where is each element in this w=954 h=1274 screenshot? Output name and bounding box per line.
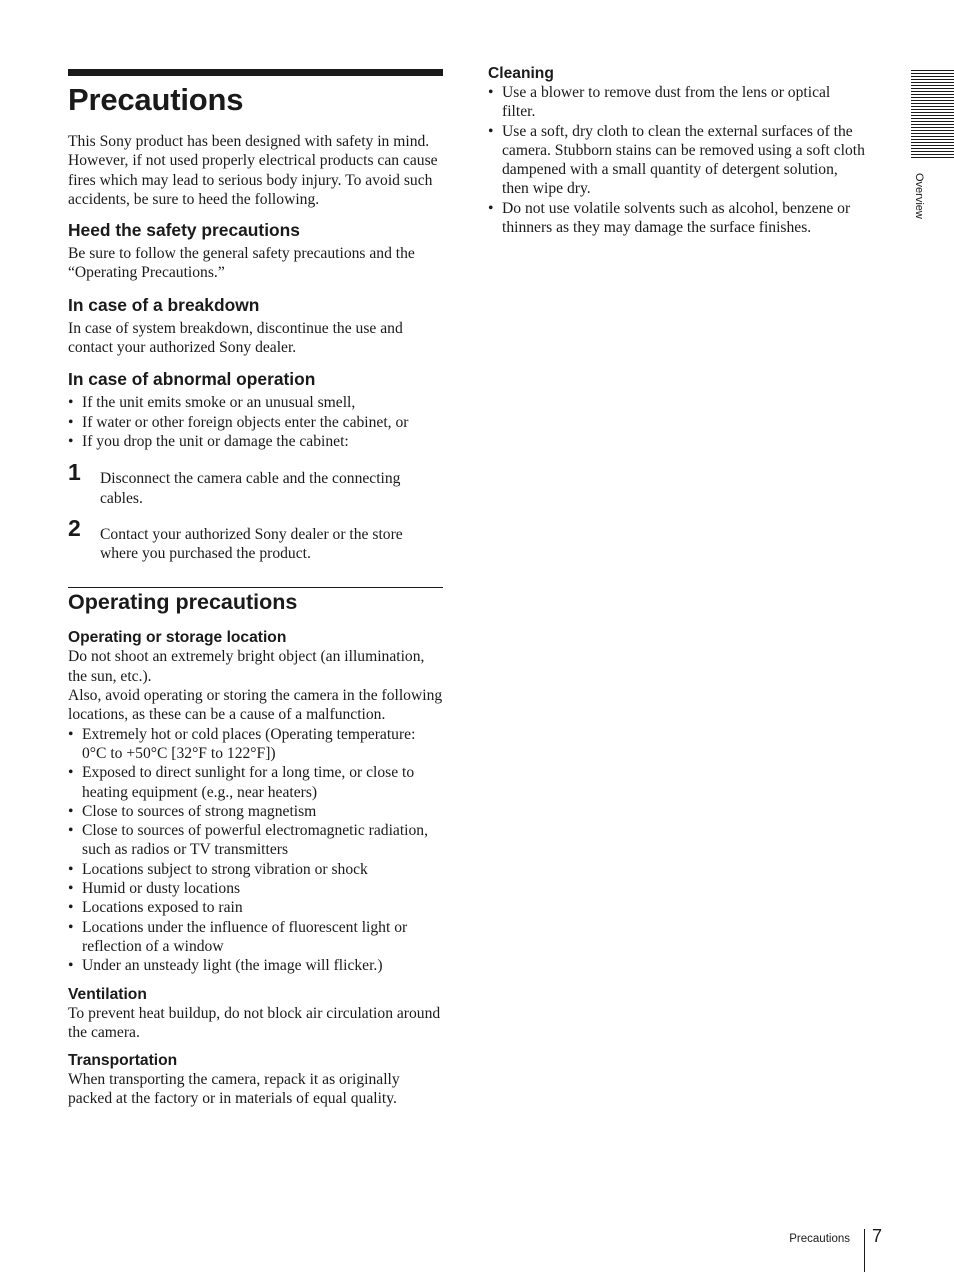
list-item: • Locations subject to strong vibration or shock <box>68 860 443 879</box>
page-number: 7 <box>872 1226 883 1246</box>
list-item: • If water or other foreign objects enter the cabinet, or <box>68 413 443 432</box>
list-item: • Use a soft, dry cloth to clean the external surfaces of the camera. Stubborn stains can be removed using a soft cloth dampened with a small quantity of detergent solution, then wipe dry. <box>488 122 866 199</box>
footer-section-label: Precautions <box>789 1233 850 1245</box>
list-item: • Exposed to direct sunlight for a long time, or close to heating equipment (e.g., near heaters) <box>68 763 443 802</box>
list-item: • Close to sources of powerful electromagnetic radiation, such as radios or TV transmitters <box>68 821 443 860</box>
list-item: • If the unit emits smoke or an unusual smell, <box>68 393 443 412</box>
list-item: • Do not use volatile solvents such as alcohol, benzene or thinners as they may damage the surface finishes. <box>488 199 866 238</box>
title-rule <box>68 69 443 76</box>
transportation-heading: Transportation <box>68 1052 178 1070</box>
abnormal-heading: In case of abnormal operation <box>68 369 316 390</box>
ventilation-paragraph: To prevent heat buildup, do not block air circulation around the camera. <box>68 1004 441 1041</box>
side-tab-label: Overview <box>913 173 925 219</box>
list-item: • Humid or dusty locations <box>68 879 443 898</box>
cleaning-list <box>488 83 866 237</box>
side-tab-stripes <box>911 70 954 160</box>
section-rule <box>68 587 443 588</box>
intro-paragraph: This Sony product has been designed with safety in mind. However, if not used properly electrical products can cause fires which may lead to serious body injury. To avoid such accidents, be sure to heed the following. <box>68 133 438 208</box>
list-item: • Extremely hot or cold places (Operating temperature: 0°C to +50°C [32°F to 122°F]) <box>68 725 443 764</box>
list-item: • Close to sources of strong magnetism <box>68 802 443 821</box>
step-text: Disconnect the camera cable and the connecting cables. <box>100 470 401 507</box>
safety-heading: Heed the safety precautions <box>68 220 300 241</box>
step-number: 1 <box>68 459 81 486</box>
cleaning-heading: Cleaning <box>488 65 554 82</box>
list-item: • Under an unsteady light (the image will flicker.) <box>68 956 443 975</box>
list-item: • Use a blower to remove dust from the lens or optical filter. <box>488 83 866 122</box>
abnormal-list <box>68 393 443 451</box>
footer-rule <box>864 1229 865 1272</box>
transportation-paragraph: When transporting the camera, repack it as originally packed at the factory or in materials of equal quality. <box>68 1071 400 1108</box>
list-item: • If you drop the unit or damage the cabinet: <box>68 432 443 451</box>
location-paragraph-2: Also, avoid operating or storing the camera in the following locations, as these can be a cause of a malfunction. <box>68 687 443 724</box>
step-number: 2 <box>68 514 81 541</box>
location-heading: Operating or storage location <box>68 629 287 647</box>
page-title: Precautions <box>68 82 244 117</box>
list-item: • Locations exposed to rain <box>68 898 443 917</box>
safety-paragraph: Be sure to follow the general safety precautions and the “Operating Precautions.” <box>68 245 415 282</box>
ventilation-heading: Ventilation <box>68 985 147 1003</box>
list-item: • Locations under the influence of fluorescent light or reflection of a window <box>68 918 443 957</box>
left-column <box>68 69 443 1109</box>
step-1 <box>68 459 443 508</box>
step-text: Contact your authorized Sony dealer or the store where you purchased the product. <box>100 525 403 563</box>
right-column <box>488 64 866 237</box>
step-2 <box>68 514 443 564</box>
breakdown-paragraph: In case of system breakdown, discontinue the use and contact your authorized Sony dealer. <box>68 319 403 357</box>
location-list <box>68 725 443 976</box>
breakdown-heading: In case of a breakdown <box>68 294 260 315</box>
location-paragraph-1: Do not shoot an extremely bright object (an illumination, the sun, etc.). <box>68 648 425 685</box>
operating-heading: Operating precautions <box>68 590 298 615</box>
